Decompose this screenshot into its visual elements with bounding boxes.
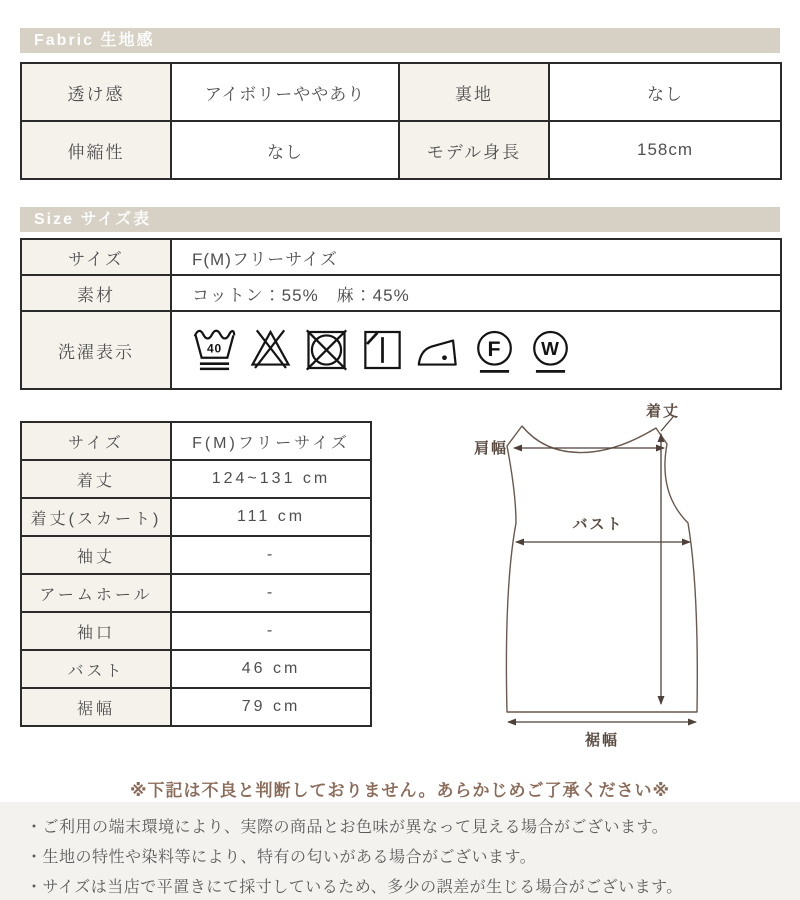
disclaimer-item: ・サイズは当店で平置きにて採寸しているため、多少の誤差が生じる場合がございます。 (26, 879, 683, 896)
line-dry-in-shade-icon (360, 326, 405, 374)
measurement-row (21, 612, 371, 650)
care-row (21, 311, 781, 389)
fabric-value-lining: なし (549, 63, 781, 121)
size-value: F(M)フリーサイズ (171, 239, 781, 275)
wet-clean-gentle-icon (528, 326, 573, 374)
material-label: 素材 (21, 275, 171, 311)
care-icons (192, 326, 779, 374)
disclaimer-heading: ※下記は不良と判断しておりません。あらかじめご了承ください※ (129, 781, 671, 800)
material-value: コットン：55% 麻：45% (171, 275, 781, 311)
meas-value-cuff: - (171, 612, 371, 650)
care-label: 洗濯表示 (21, 311, 171, 389)
fabric-label-lining: 裏地 (399, 63, 549, 121)
fabric-label-model-height: モデル身長 (399, 121, 549, 179)
svg-text:40: 40 (206, 341, 223, 356)
measurement-row (21, 460, 371, 498)
meas-value-length: 124~131 cm (171, 460, 371, 498)
material-row (21, 275, 781, 311)
fabric-label-stretch: 伸縮性 (21, 121, 171, 179)
fabric-table-row (21, 121, 781, 179)
disclaimer-block (0, 802, 800, 900)
do-not-tumble-dry-icon (304, 326, 349, 374)
measurement-row (21, 498, 371, 536)
fabric-table (20, 62, 782, 180)
size-label: サイズ (21, 239, 171, 275)
shoulder-label: 肩幅 (473, 440, 508, 457)
measurement-row (21, 422, 371, 460)
meas-label-bust: バスト (21, 650, 171, 688)
garment-outline (506, 426, 697, 712)
svg-text:W: W (541, 338, 560, 360)
size-row (21, 239, 781, 275)
fabric-value-sheerness: アイボリーややあり (171, 63, 399, 121)
dry-clean-petroleum-gentle-icon (472, 326, 517, 374)
do-not-bleach-icon (248, 326, 293, 374)
fabric-section-title: Fabric 生地感 (34, 32, 155, 49)
fabric-table-row (21, 63, 781, 121)
fabric-section-header (20, 28, 780, 53)
measurement-row (21, 574, 371, 612)
meas-label-sleeve-length: 袖丈 (21, 536, 171, 574)
size-section-title: Size サイズ表 (34, 211, 152, 228)
meas-value-bust: 46 cm (171, 650, 371, 688)
meas-value-hem-width: 79 cm (171, 688, 371, 726)
measurement-row (21, 650, 371, 688)
fabric-value-model-height: 158cm (549, 121, 781, 179)
wash-40-very-gentle-icon (192, 326, 237, 374)
meas-value-size: F(M)フリーサイズ (171, 422, 371, 460)
bust-label: バスト (572, 516, 624, 533)
disclaimer-item: ・生地の特性や染料等により、特有の匂いがある場合がございます。 (26, 849, 537, 866)
meas-label-cuff: 袖口 (21, 612, 171, 650)
fabric-value-stretch: なし (171, 121, 399, 179)
disclaimer-item: ・ご利用の端末環境により、実際の商品とお色味が異なって見える場合がございます。 (26, 819, 669, 836)
measurement-row (21, 688, 371, 726)
garment-measure-diagram (450, 398, 720, 758)
meas-label-size: サイズ (21, 422, 171, 460)
length-label: 着丈 (645, 403, 681, 420)
size-section-header (20, 207, 780, 232)
meas-label-armhole: アームホール (21, 574, 171, 612)
measurement-row (21, 536, 371, 574)
meas-label-skirt-length: 着丈(スカート) (21, 498, 171, 536)
svg-text:F: F (487, 337, 502, 361)
meas-label-length: 着丈 (21, 460, 171, 498)
measurement-table (20, 421, 372, 727)
fabric-label-sheerness: 透け感 (21, 63, 171, 121)
iron-low-heat-icon (416, 326, 461, 374)
hem-label: 裾幅 (584, 732, 620, 749)
size-material-table (20, 238, 782, 390)
meas-label-hem-width: 裾幅 (21, 688, 171, 726)
meas-value-skirt-length: 111 cm (171, 498, 371, 536)
meas-value-armhole: - (171, 574, 371, 612)
meas-value-sleeve-length: - (171, 536, 371, 574)
